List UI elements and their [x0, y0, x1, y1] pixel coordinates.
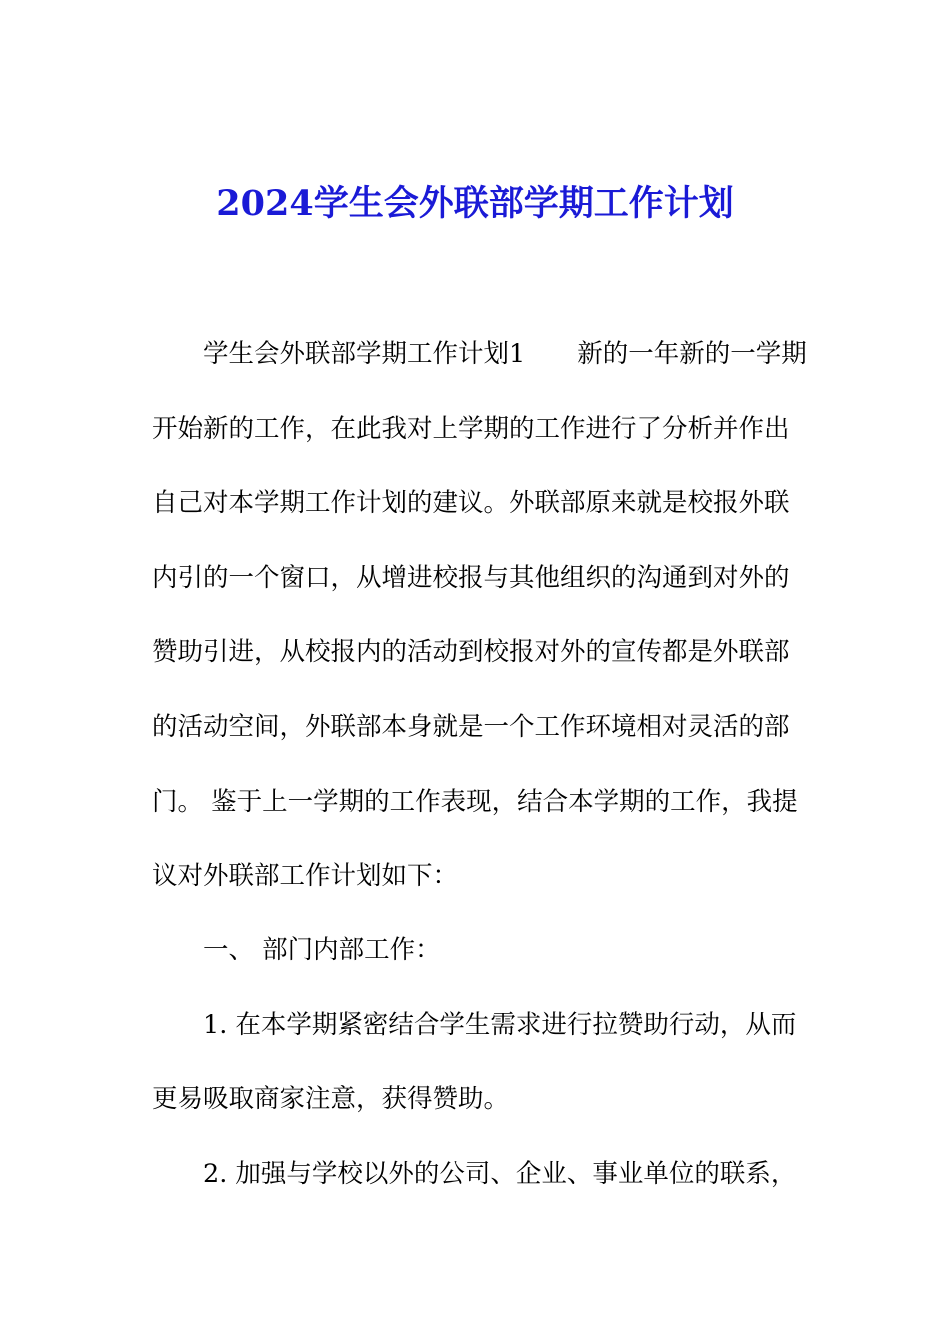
list-item-line: 更易吸取商家注意，获得赞助。 — [152, 1084, 510, 1114]
paragraph-text: 新的一年新的一学期 — [577, 339, 807, 369]
paragraph-heading: 学生会外联部学期工作计划1 — [203, 339, 526, 369]
paragraph-line — [203, 336, 807, 372]
paragraph-line: 内引的一个窗口，从增进校报与其他组织的沟通到对外的 — [152, 563, 790, 593]
paragraph-line: 议对外联部工作计划如下： — [152, 861, 459, 891]
document-title: 2024学生会外联部学期工作计划 — [216, 183, 734, 224]
paragraph-line: 自己对本学期工作计划的建议。外联部原来就是校报外联 — [152, 488, 790, 518]
list-item-line: 1. 在本学期紧密结合学生需求进行拉赞助行动，从而 — [203, 1010, 797, 1040]
paragraph-line: 开始新的工作，在此我对上学期的工作进行了分析并作出 — [152, 414, 790, 444]
list-item-line: 2. 加强与学校以外的公司、企业、事业单位的联系， — [203, 1159, 797, 1189]
paragraph-line: 的活动空间，外联部本身就是一个工作环境相对灵活的部 — [152, 712, 790, 742]
paragraph-line: 门。 鉴于上一学期的工作表现，结合本学期的工作，我提 — [152, 787, 798, 817]
section-heading: 一、 部门内部工作： — [203, 935, 441, 965]
paragraph-line: 赞助引进，从校报内的活动到校报对外的宣传都是外联部 — [152, 637, 790, 667]
